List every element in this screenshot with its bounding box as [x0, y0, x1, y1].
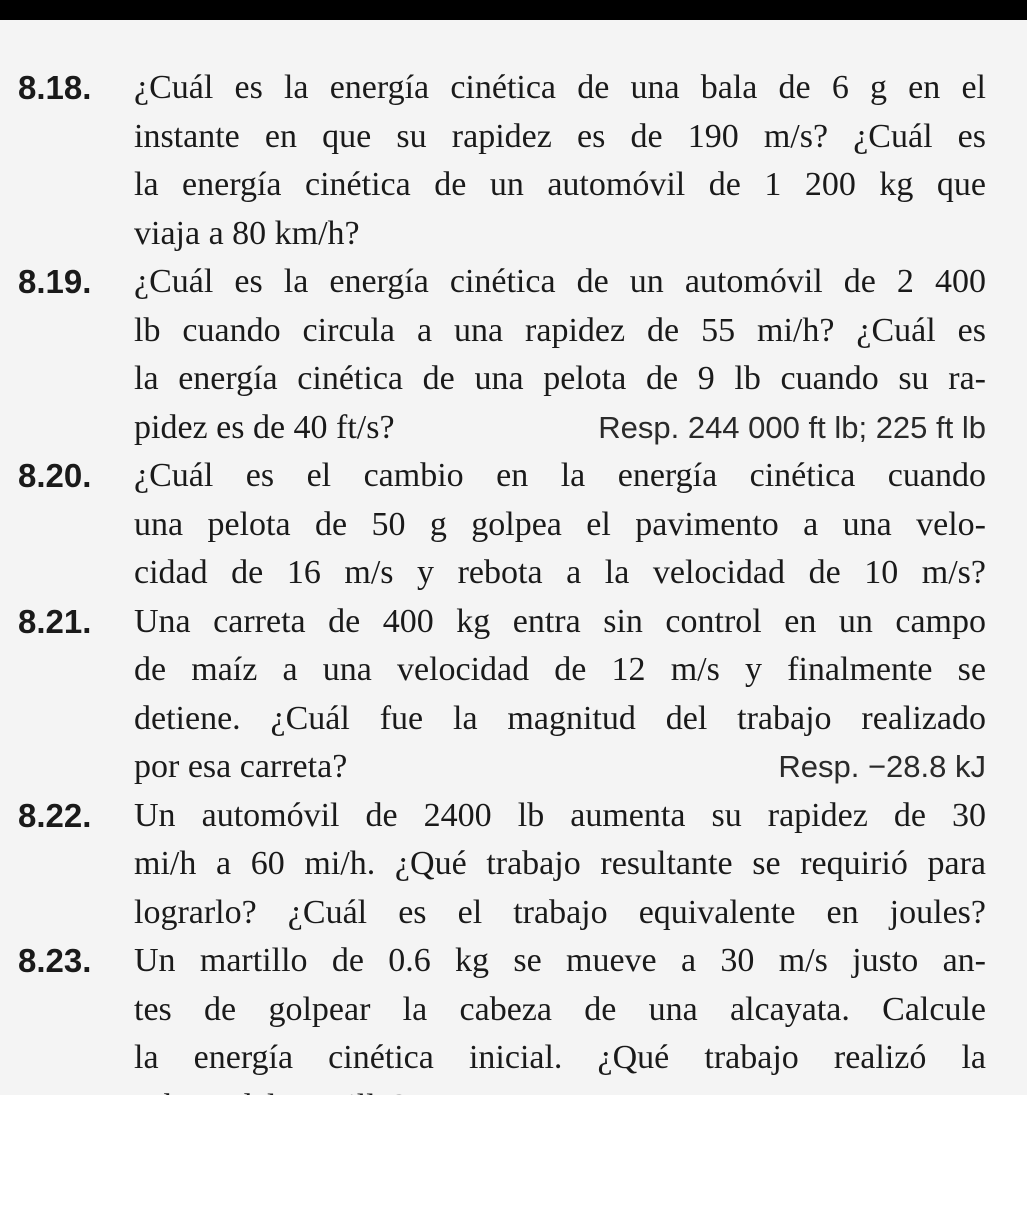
- problem-text-line: instante en que su rapidez es de 190 m/s? ¿Cuál es: [134, 117, 986, 155]
- problem-number: 8.20.: [18, 457, 92, 494]
- problem-text-line: tes de golpear la cabeza de una alcayata. Calcule: [134, 990, 986, 1028]
- problem-number: 8.21.: [18, 602, 92, 640]
- problem-text-line-with-answer: [134, 404, 986, 453]
- problem-text-line: pidez es de 40 ft/s?: [134, 408, 395, 446]
- problem-text-line-with-answer: [134, 743, 986, 792]
- problem-text-line: viaja a 80 km/h?: [134, 214, 360, 252]
- problem-8-21: [18, 598, 988, 792]
- problem-text-line: Un automóvil de 2400 lb aumenta su rapidez de 30: [134, 796, 986, 834]
- problem-text-line: Una carreta de 400 kg entra sin control en un campo: [134, 602, 986, 640]
- problem-text-line: cidad de 16 m/s y rebota a la velocidad de 10 m/s?: [134, 554, 986, 591]
- problem-8-19: [18, 258, 988, 452]
- problem-text-line: ¿Cuál es la energía cinética de una bala de 6 g en el: [134, 69, 986, 106]
- problem-text-line: ¿Cuál es la energía cinética de un automóvil de 2 400: [134, 263, 986, 300]
- top-black-bar: [0, 0, 1027, 20]
- answer-text: Resp. 244 000 ft lb; 225 ft lb: [598, 409, 986, 445]
- problem-number: 8.22.: [18, 796, 92, 834]
- problem-text-line: la energía cinética de una pelota de 9 lb cuando su ra-: [134, 360, 986, 397]
- problem-text-line: lb cuando circula a una rapidez de 55 mi/h? ¿Cuál es: [134, 311, 986, 349]
- problem-text-line: lograrlo? ¿Cuál es el trabajo equivalente en joules?: [134, 893, 986, 931]
- blank-bottom-area: [0, 1095, 1027, 1225]
- textbook-page: [0, 20, 1027, 1095]
- problem-number: 8.19.: [18, 263, 92, 300]
- problem-8-20: [18, 452, 988, 598]
- problem-number: 8.18.: [18, 69, 92, 106]
- problem-text-line: de maíz a una velocidad de 12 m/s y finalmente se: [134, 651, 986, 688]
- problem-8-22: [18, 792, 988, 938]
- problem-number: 8.23.: [18, 942, 92, 979]
- answer-text: Resp. −28.8 kJ: [778, 749, 986, 784]
- problem-text-line: ¿Cuál es el cambio en la energía cinética cuando: [134, 457, 986, 494]
- problem-text-line: una pelota de 50 g golpea el pavimento a una velo-: [134, 505, 986, 543]
- problem-text-line: detiene. ¿Cuál fue la magnitud del trabajo realizado: [134, 699, 986, 737]
- problem-text-line: la energía cinética de un automóvil de 1 200 kg que: [134, 166, 986, 203]
- problem-text-line: Un martillo de 0.6 kg se mueve a 30 m/s justo an-: [134, 942, 986, 979]
- problem-text-line: por esa carreta?: [134, 748, 348, 785]
- problem-list: [18, 64, 988, 1131]
- problem-8-18: [18, 64, 988, 258]
- problem-text-line: mi/h a 60 mi/h. ¿Qué trabajo resultante se requirió para: [134, 845, 986, 882]
- problem-text-line: la energía cinética inicial. ¿Qué trabajo realizó la: [134, 1039, 986, 1076]
